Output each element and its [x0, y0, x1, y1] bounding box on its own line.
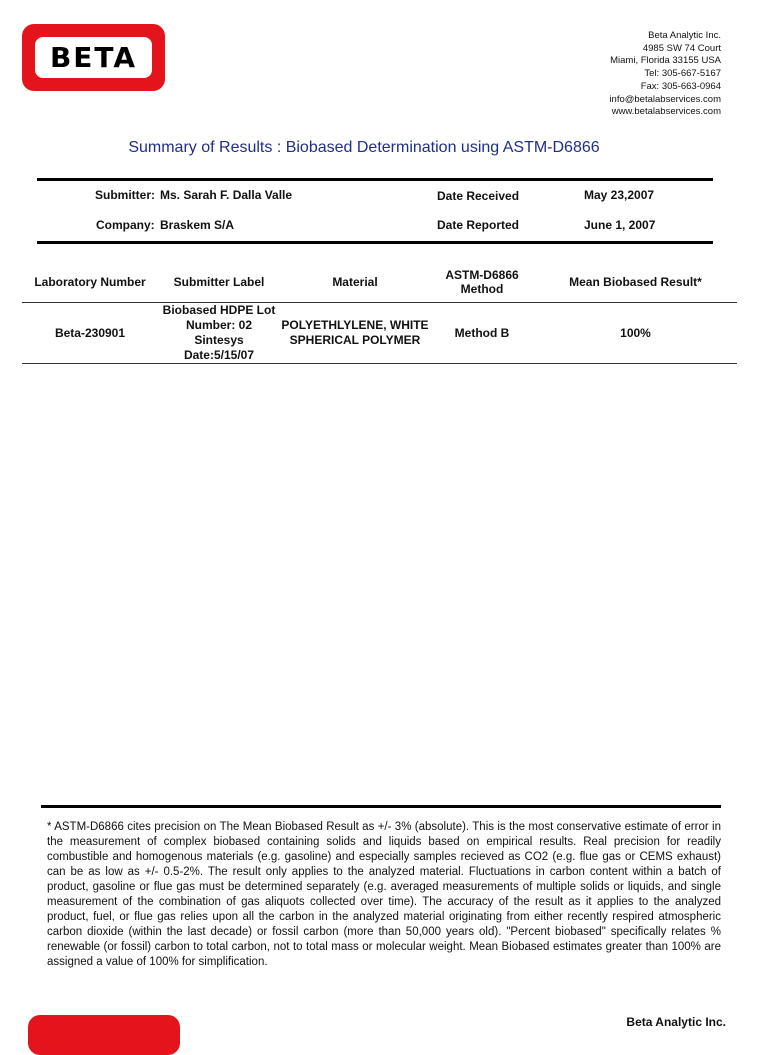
beta-logo-inner	[35, 37, 152, 78]
date-reported-label: Date Reported	[437, 218, 520, 232]
table-header-row	[22, 262, 737, 303]
cell-material: POLYETHLYLENE, WHITE SPHERICAL POLYMER	[281, 318, 429, 347]
table-row	[22, 303, 737, 364]
date-received-value: May 23,2007	[584, 188, 655, 202]
submitter-label: Submitter:	[95, 188, 155, 202]
results-table	[22, 262, 737, 364]
footer-logo	[28, 1015, 180, 1055]
submitter-value: Ms. Sarah F. Dalla Valle	[160, 188, 293, 202]
logo-text: BETA	[49, 41, 138, 74]
header-material: Material	[332, 275, 378, 289]
footnote-text: * ASTM-D6866 cites precision on The Mean Biobased Result as +/- 3% (absolute). This is the most conservative estimate of error in the measurement of complex biobased containing solids and liquids based on empirical results. Real precision for readily combustible and homogenous materials (e.g. gasoline) and especially samples recieved as CO2 (e.g. flue gas or CEMS exhaust) can be as low as +/- 0.5-2%. The result only applies to the analyzed material. Fluctuations in carbon content within a batch of product, gasoline or flue gas must be determined separately (e.g. averaged measurements of multiple solids or liquids, and single measurement of the combination of gas aliquots collected over time). The accuracy of the result as it applies to the analyzed product, fuel, or flue gas relies upon all the carbon in the analyzed material originating from either recently respired atmospheric carbon dioxide (within the last decade) or fossil carbon (more than 50,000 years old). "Percent biobased" specifically relates % renewable (or fossil) carbon to total carbon, not to total mass or molecular weight. Mean Biobased estimates greater than 100% are assigned a value of 100% for simplification.	[47, 821, 721, 968]
date-received-label: Date Received	[437, 189, 520, 203]
address-fax: Fax: 305-663-0964	[640, 80, 721, 92]
cell-mean-biobased-result: 100%	[620, 325, 651, 340]
address-street: 4985 SW 74 Court	[642, 42, 721, 54]
company-address	[609, 30, 721, 119]
address-email: info@betalabservices.com	[609, 93, 721, 105]
cell-method: Method B	[454, 325, 510, 340]
header-method	[430, 262, 534, 303]
header-laboratory-number: Laboratory Number	[34, 275, 146, 289]
address-website: www.betalabservices.com	[611, 106, 721, 118]
info-bottom-rule	[37, 241, 713, 244]
address-city: Miami, Florida 33155 USA	[610, 55, 721, 67]
header-submitter-label: Submitter Label	[173, 275, 265, 289]
cell-submitter-label	[158, 303, 280, 364]
cell-submitter-label-text: Biobased HDPE Lot Number: 02 Sintesys Date:5/15/07	[162, 303, 276, 362]
info-top-rule	[37, 178, 713, 181]
address-company: Beta Analytic Inc.	[648, 30, 721, 41]
beta-logo	[22, 24, 165, 91]
company-value: Braskem S/A	[160, 218, 235, 232]
address-tel: Tel: 305-667-5167	[644, 68, 721, 80]
header-method-text: ASTM-D6866 Method	[445, 268, 519, 296]
footer-company-name: Beta Analytic Inc.	[626, 1015, 726, 1029]
cell-laboratory-number: Beta-230901	[54, 325, 126, 340]
footnote-rule	[41, 805, 721, 808]
page-title: Summary of Results : Biobased Determination using ASTM-D6866	[128, 139, 600, 156]
date-reported-value: June 1, 2007	[584, 218, 656, 232]
header-mean-biobased-result: Mean Biobased Result*	[569, 275, 702, 289]
company-label: Company:	[96, 218, 155, 232]
